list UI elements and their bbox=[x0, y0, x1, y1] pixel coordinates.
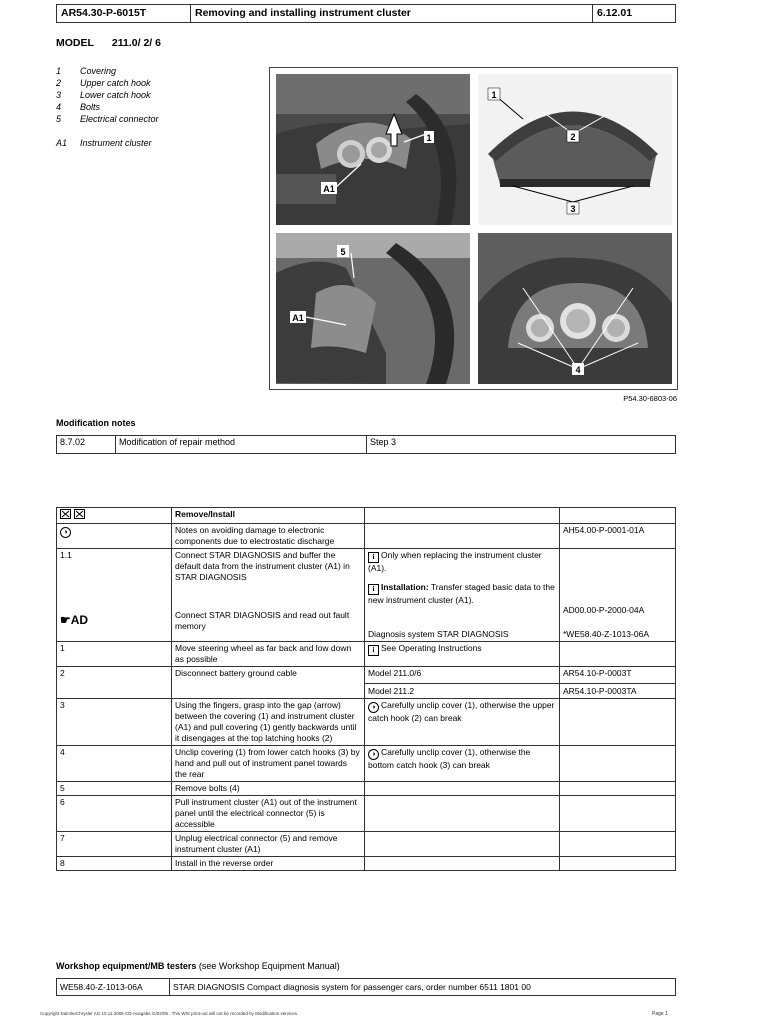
document-link[interactable]: AH54.00-P-0001-01A bbox=[560, 524, 676, 549]
step-text: Pull instrument cluster (A1) out of the instrument panel until the electrical connector (5) is accessible bbox=[172, 796, 365, 832]
callout-2: 2 bbox=[570, 132, 576, 142]
legend bbox=[56, 65, 159, 149]
photo-covering bbox=[478, 74, 672, 225]
table-row bbox=[57, 796, 676, 832]
table-row bbox=[57, 524, 676, 549]
table-row bbox=[57, 857, 676, 871]
model-label: MODEL bbox=[56, 37, 94, 49]
table-row bbox=[57, 549, 676, 642]
hand-pointer-icon: ☛ bbox=[60, 613, 71, 627]
table-row bbox=[57, 642, 676, 667]
step-number: 4 bbox=[57, 746, 172, 782]
note-text: Model 211.0/6 bbox=[368, 668, 422, 678]
table-row bbox=[57, 832, 676, 857]
equipment-code[interactable]: WE58.40-Z-1013-06A bbox=[57, 979, 170, 996]
table-row bbox=[57, 979, 676, 996]
legend-item: 3 Lower catch hook bbox=[56, 90, 151, 100]
note-text: See Operating Instructions bbox=[381, 643, 482, 653]
ad-label: ☛AD bbox=[60, 613, 89, 627]
note-text: Diagnosis system STAR DIAGNOSIS bbox=[368, 629, 509, 639]
info-icon: i bbox=[368, 584, 379, 595]
step-number: 1.1 bbox=[60, 550, 72, 560]
note-text: i Only when replacing the instrument cluster (A1). bbox=[368, 550, 542, 573]
callout-3: 3 bbox=[570, 204, 576, 214]
model-value: 211.0/ 2/ 6 bbox=[111, 37, 161, 49]
step-text: Move steering wheel as far back and low down as possible bbox=[172, 642, 365, 667]
column-header: Remove/Install bbox=[172, 508, 365, 524]
callout-4: 4 bbox=[575, 365, 581, 375]
remove-install-icon-cell bbox=[57, 508, 172, 524]
step-number: 7 bbox=[57, 832, 172, 857]
callout-a1: A1 bbox=[323, 184, 335, 194]
table-row bbox=[57, 436, 676, 454]
note-text: Carefully unclip cover (1), otherwise the bottom catch hook (3) can break bbox=[368, 747, 531, 770]
doc-number: AR54.30-P-6015T bbox=[57, 5, 191, 23]
step-number: 6 bbox=[57, 796, 172, 832]
document-link[interactable]: AD00.00-P-2000-04A bbox=[563, 605, 645, 615]
legend-item: 2 Upper catch hook bbox=[56, 78, 151, 88]
mod-text: Modification of repair method bbox=[116, 436, 367, 454]
table-row bbox=[57, 746, 676, 782]
step-text: Install in the reverse order bbox=[172, 857, 365, 871]
legend-item: 5 Electrical connector bbox=[56, 114, 159, 124]
info-icon: i bbox=[368, 645, 379, 656]
legend-item: 4 Bolts bbox=[56, 102, 101, 112]
mod-date: 8.7.02 bbox=[57, 436, 116, 454]
warning-icon: ◑ bbox=[368, 749, 379, 760]
step-text: Remove bolts (4) bbox=[172, 782, 365, 796]
document-link[interactable]: *WE58.40-Z-1013-06A bbox=[563, 629, 649, 639]
step-text: Using the fingers, grasp into the gap (arrow) between the covering (1) and instrument cluster (A1) and pull covering (1) gently backwards until it disengages at the top latching hooks (2) bbox=[172, 699, 365, 746]
copyright-footer: Copyright DaimlerChrysler AG 10.11.2005 CD-Ausgabe G/02/05 . This WIS print-out will not be recorded by Modification services. bbox=[40, 1011, 299, 1016]
table-row bbox=[57, 699, 676, 746]
doc-title: Removing and installing instrument cluster bbox=[191, 5, 593, 23]
table-row bbox=[57, 782, 676, 796]
step-text: Notes on avoiding damage to electronic components due to electrostatic discharge bbox=[172, 524, 365, 549]
dashboard-cluster-image bbox=[276, 74, 470, 225]
remove-install-icon bbox=[60, 509, 88, 519]
info-icon: i bbox=[368, 552, 379, 563]
note-text: Carefully unclip cover (1), otherwise the upper catch hook (2) can break bbox=[368, 700, 555, 723]
callout-5: 5 bbox=[340, 247, 346, 257]
document-link[interactable]: AR54.10-P-0003T bbox=[563, 668, 632, 678]
table-row bbox=[57, 667, 676, 699]
step-number: 3 bbox=[57, 699, 172, 746]
illustration bbox=[269, 67, 678, 390]
step-text: Connect STAR DIAGNOSIS and read out fault memory bbox=[175, 610, 350, 631]
modification-notes-table bbox=[56, 435, 676, 454]
doc-date: 6.12.01 bbox=[593, 5, 676, 23]
callout-1: 1 bbox=[491, 90, 497, 100]
document-header bbox=[56, 4, 676, 23]
document-link[interactable]: AR54.10-P-0003TA bbox=[563, 686, 637, 696]
note-text: Model 211.2 bbox=[368, 686, 415, 696]
step-text: Unplug electrical connector (5) and remove instrument cluster (A1) bbox=[172, 832, 365, 857]
workshop-equipment-title: Workshop equipment/MB testers (see Workshop Equipment Manual) bbox=[56, 961, 340, 971]
modification-notes-title: Modification notes bbox=[56, 418, 136, 428]
covering-image bbox=[478, 74, 672, 225]
procedure-table bbox=[56, 507, 676, 871]
step-text: Disconnect battery ground cable bbox=[172, 667, 365, 699]
photo-bolts bbox=[478, 233, 672, 384]
photo-dashboard-cluster bbox=[276, 74, 470, 225]
model-line bbox=[56, 37, 161, 49]
figure-reference: P54.30-6803-06 bbox=[623, 394, 677, 403]
bolts-image bbox=[478, 233, 672, 384]
legend-item: 1 Covering bbox=[56, 66, 117, 76]
callout-1: 1 bbox=[426, 133, 432, 143]
step-number: 5 bbox=[57, 782, 172, 796]
legend-item: A1 Instrument cluster bbox=[56, 138, 152, 148]
connector-image bbox=[276, 233, 470, 384]
page-number: Page 1 bbox=[652, 1011, 668, 1017]
photo-connector bbox=[276, 233, 470, 384]
step-number: 8 bbox=[57, 857, 172, 871]
table-row bbox=[57, 508, 676, 524]
warning-icon: ◑ bbox=[368, 702, 379, 713]
warning-icon: ◑ bbox=[60, 527, 71, 538]
mod-step: Step 3 bbox=[367, 436, 676, 454]
step-number: 2 bbox=[57, 667, 172, 699]
equipment-description: STAR DIAGNOSIS Compact diagnosis system for passenger cars, order number 6511 1801 00 bbox=[170, 979, 676, 996]
note-text: i Installation: Transfer staged basic data to the new instrument cluster (A1). bbox=[368, 582, 555, 605]
step-number: 1 bbox=[57, 642, 172, 667]
step-text: Unclip covering (1) from lower catch hooks (3) by hand and pull out of instrument panel towards the rear bbox=[172, 746, 365, 782]
step-text: Connect STAR DIAGNOSIS and buffer the default data from the instrument cluster (A1) in STAR DIAGNOSIS bbox=[175, 550, 350, 582]
workshop-equipment-table bbox=[56, 978, 676, 996]
callout-a1: A1 bbox=[292, 313, 304, 323]
